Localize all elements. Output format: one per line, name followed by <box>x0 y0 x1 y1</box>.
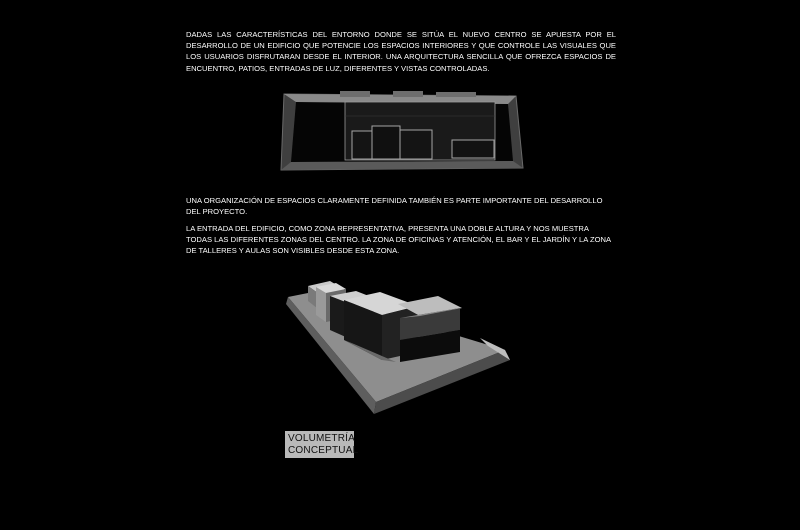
organization-paragraph: UNA ORGANIZACIÓN DE ESPACIOS CLARAMENTE DEFINIDA TAMBIÉN ES PARTE IMPORTANTE DEL DESARROLLO DEL PROYECTO. <box>186 196 603 217</box>
mid-block-top <box>330 291 374 303</box>
roof-block-2 <box>393 91 423 97</box>
base-slab-top <box>288 292 505 402</box>
main-block-left <box>344 300 382 360</box>
right-block-front-lower <box>400 330 460 362</box>
mid-block-left <box>330 296 348 338</box>
rear-wall-side <box>308 286 322 312</box>
volume-2 <box>372 126 400 159</box>
tall-block-left <box>316 287 326 322</box>
main-block-right <box>382 306 418 360</box>
platform-top <box>284 94 516 104</box>
rear-wall <box>308 281 345 296</box>
tall-block-top <box>316 283 346 293</box>
main-block-top <box>344 292 418 315</box>
entrance-paragraph: LA ENTRADA DEL EDIFICIO, COMO ZONA REPRESENTATIVA, PRESENTA UNA DOBLE ALTURA Y NOS MUESTRA TODAS LAS DIFERENTES ZONAS DEL CENTRO. LA ZONA DE OFICINAS Y ATENCIÓN, EL BAR Y EL JARDÍN Y LA ZONA DE TALLERES Y AULAS SON VISIBLES DESDE ESTA ZONA. <box>186 224 611 256</box>
slab-rim <box>480 338 510 360</box>
mid-block-right <box>348 298 374 338</box>
cast-shadow <box>344 340 396 362</box>
platform-ledge <box>281 161 523 170</box>
right-block-top <box>398 296 462 316</box>
volume-1 <box>352 131 372 159</box>
tall-block-right <box>326 289 346 322</box>
platform-frame <box>281 94 523 170</box>
label-line-1: VOLUMETRÍA <box>288 433 356 444</box>
right-block-front-upper <box>400 308 460 340</box>
platform-face <box>291 102 513 162</box>
roof-block-3 <box>436 92 476 97</box>
elevation-model <box>281 91 523 170</box>
volumetric-label <box>285 431 359 458</box>
volume-4 <box>452 140 494 158</box>
back-wall <box>345 102 495 160</box>
base-slab-side-left <box>286 297 376 414</box>
base-slab-side-front <box>374 350 510 414</box>
intro-paragraph: DADAS LAS CARACTERÍSTICAS DEL ENTORNO DONDE SE SITÚA EL NUEVO CENTRO SE APUESTA POR EL DESARROLLO DE UN EDIFICIO QUE POTENCIE LOS ESPACIOS INTERIORES Y QUE CONTROLE LAS VISUALES QUE LOS USUARIOS DISFRUTARAN DESDE EL INTERIOR. UNA ARQUITECTURA SENCILLA QUE OFREZCA ESPACIOS DE ENCUENTRO, PATIOS, ENTRADAS DE LUZ, DIFERENTES Y VISTAS CONTROLADAS. <box>186 30 616 73</box>
axonometric-model <box>286 281 510 414</box>
roof-block-1 <box>340 91 370 97</box>
volume-3 <box>400 130 432 159</box>
right-block-side <box>400 308 462 318</box>
label-line-2: CONCEPTUAL <box>288 445 359 456</box>
